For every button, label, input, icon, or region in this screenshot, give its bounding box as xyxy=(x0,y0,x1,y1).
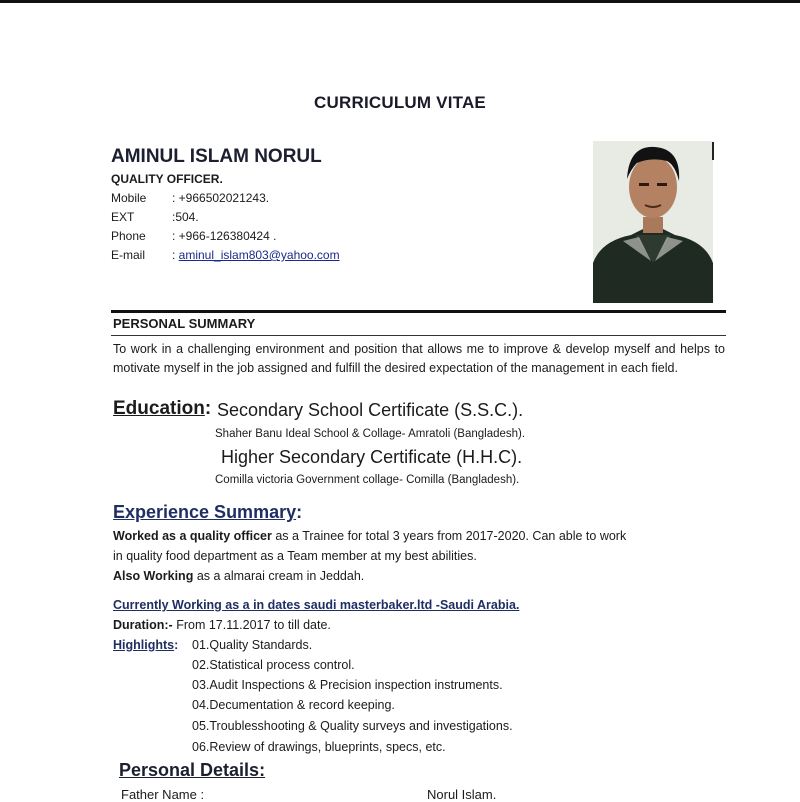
highlights-heading xyxy=(113,638,178,652)
education-institution-1: Shaher Banu Ideal School & Collage- Amratoli (Bangladesh). xyxy=(215,428,526,440)
contact-value-ext: :504. xyxy=(172,210,199,224)
personal-summary-heading: PERSONAL SUMMARY xyxy=(113,316,256,331)
education-heading xyxy=(113,398,211,420)
education-certificate-2: Higher Secondary Certificate (H.H.C). xyxy=(221,447,523,467)
experience-line-3-bold: Also Working xyxy=(113,569,194,583)
experience-line-1-rest: as a Trainee for total 3 years from 2017-2020. Can able to work xyxy=(271,529,627,543)
highlight-item: 06.Review of drawings, blueprints, specs, etc. xyxy=(192,740,446,754)
education-institution-2: Comilla victoria Government collage- Comilla (Bangladesh). xyxy=(215,474,520,486)
highlights-label: Highlights xyxy=(113,638,175,652)
experience-heading xyxy=(113,502,302,523)
highlight-item: 02.Statistical process control. xyxy=(192,658,355,672)
highlight-item: 03.Audit Inspections & Precision inspection instruments. xyxy=(192,678,503,692)
section-divider-thick xyxy=(111,310,726,313)
personal-summary-text: To work in a challenging environment and position that allows me to improve & develop myself and helps to motivate myself in the job assigned and fulfill the desired expectation of the management in each field. xyxy=(113,342,725,375)
duration-value: From 17.11.2017 to till date. xyxy=(172,618,331,632)
experience-line-3 xyxy=(113,569,364,583)
duration-label: Duration:- xyxy=(113,618,173,632)
top-border xyxy=(0,0,800,3)
photo-corner-mark xyxy=(712,142,714,160)
email-link[interactable]: aminul_islam803@yahoo.com xyxy=(178,248,340,262)
contact-label-mobile: Mobile xyxy=(111,191,147,205)
contact-label-email: E-mail xyxy=(111,248,146,262)
document-title: CURRICULUM VITAE xyxy=(314,93,486,112)
contact-email-row xyxy=(172,248,340,262)
person-silhouette-icon xyxy=(593,141,713,303)
personal-details-heading: Personal Details: xyxy=(119,760,266,780)
education-certificate-1: Secondary School Certificate (S.S.C.). xyxy=(217,400,524,420)
candidate-name: AMINUL ISLAM NORUL xyxy=(111,146,322,167)
experience-line-1-bold: Worked as a quality officer xyxy=(113,529,272,543)
current-employer: Currently Working as a in dates saudi masterbaker.ltd -Saudi Arabia. xyxy=(113,598,520,612)
highlight-item: 05.Troublesshooting & Quality surveys and investigations. xyxy=(192,719,513,733)
education-heading-colon: : xyxy=(204,398,212,419)
contact-value-phone: : +966-126380424 . xyxy=(172,229,277,243)
experience-line-2: in quality food department as a Team member at my best abilities. xyxy=(113,549,477,563)
contact-label-phone: Phone xyxy=(111,229,146,243)
candidate-role: QUALITY OFFICER. xyxy=(111,172,223,186)
section-divider-thin xyxy=(111,335,726,336)
experience-line-3-rest: as a almarai cream in Jeddah. xyxy=(193,569,365,583)
duration-line xyxy=(113,618,331,632)
education-heading-label: Education xyxy=(113,398,205,419)
email-prefix: : xyxy=(172,248,179,262)
experience-heading-label: Experience Summary xyxy=(113,502,297,522)
father-name-label: Father Name : xyxy=(121,787,205,802)
contact-value-mobile: : +966502021243. xyxy=(172,191,270,205)
experience-line-1 xyxy=(113,529,626,543)
father-name-value: Norul Islam. xyxy=(427,787,497,802)
highlight-item: 01.Quality Standards. xyxy=(192,638,313,652)
experience-heading-colon: : xyxy=(296,502,303,522)
highlights-colon: : xyxy=(174,638,179,652)
contact-label-ext: EXT xyxy=(111,210,135,224)
profile-photo xyxy=(593,141,713,303)
highlight-item: 04.Decumentation & record keeping. xyxy=(192,698,395,712)
